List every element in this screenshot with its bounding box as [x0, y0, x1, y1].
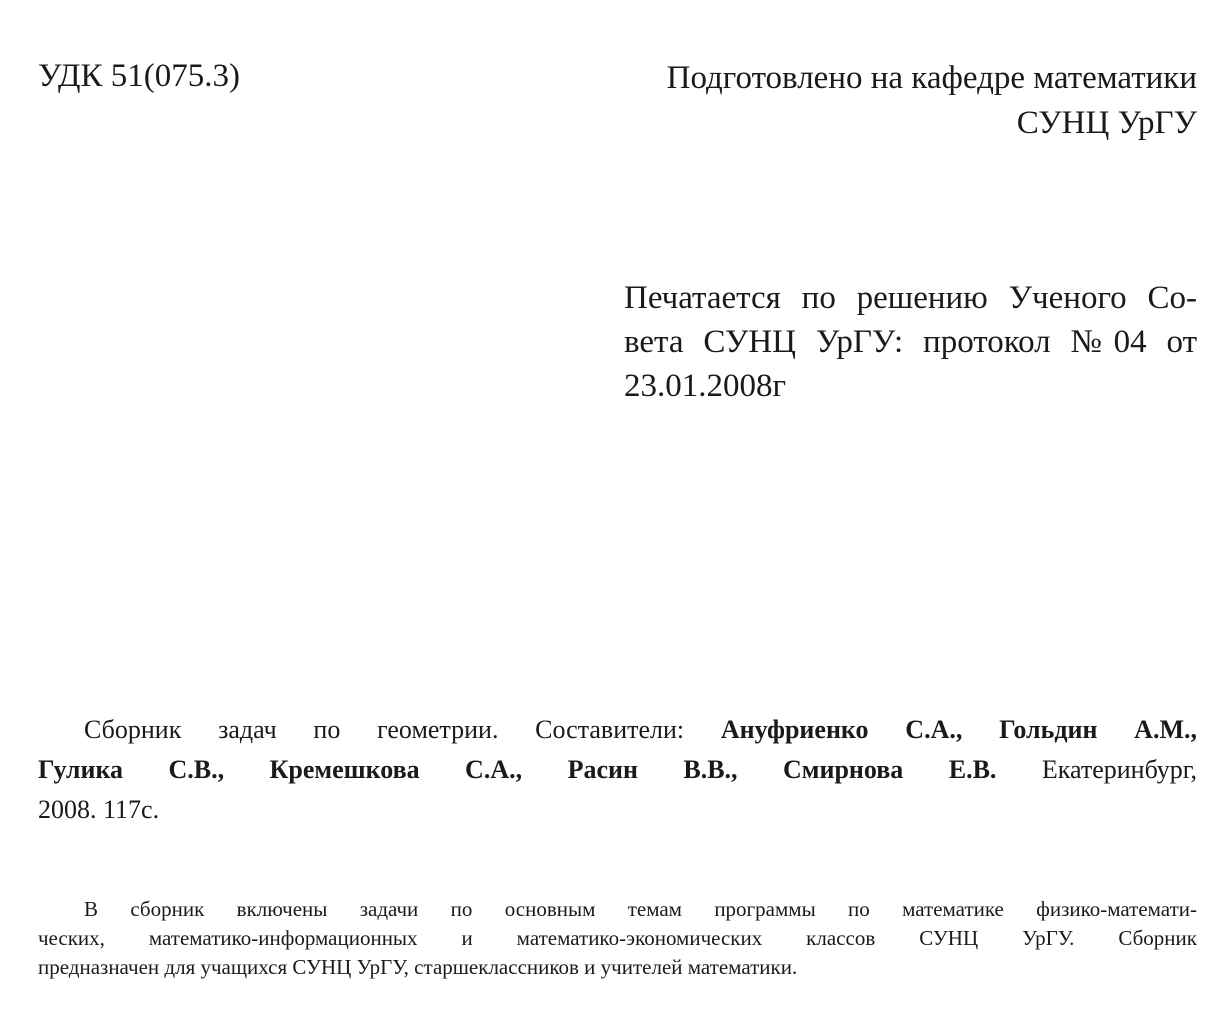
abstract-line-1: В сборник включены задачи по основным темам программы по математике физико-математи- [84, 897, 1197, 921]
author-name: Гольдин А.М., [999, 715, 1197, 744]
abstract-line-3: предназначен для учащихся СУНЦ УрГУ, старшеклассников и учителей математики. [38, 955, 798, 979]
biblio-intro: Сборник задач по геометрии. Составители: [84, 715, 721, 744]
biblio-line-1 [38, 710, 1197, 750]
author-name: Кремешкова С.А., [269, 755, 523, 784]
bibliographic-description [38, 710, 1197, 830]
decision-line-2: вета СУНЦ УрГУ: протокол №04 от [624, 324, 1197, 360]
biblio-city: Екатеринбург, [996, 755, 1198, 784]
publication-decision [624, 276, 1197, 408]
author-name: Расин В.В., [567, 755, 738, 784]
author-name: Ануфриенко С.А., [720, 715, 963, 744]
decision-line-1: Печатается по решению Ученого Со- [624, 280, 1197, 316]
author-name: Гулика С.В., [38, 755, 225, 784]
author-name: Смирнова Е.В. [783, 755, 997, 784]
department-note [497, 56, 1197, 146]
department-line-1: Подготовлено на кафедре математики [666, 60, 1197, 96]
abstract-line-2: ческих, математико-информационных и математико-экономических классов СУНЦ УрГУ. Сборник [38, 926, 1197, 950]
udk-code: УДК 51(075.3) [38, 58, 241, 94]
department-line-2: СУНЦ УрГУ [1016, 105, 1197, 141]
biblio-line-2 [38, 750, 1197, 790]
abstract [38, 895, 1197, 982]
decision-line-3: 23.01.2008г [624, 368, 787, 404]
biblio-line-3: 2008. 117с. [38, 795, 160, 824]
